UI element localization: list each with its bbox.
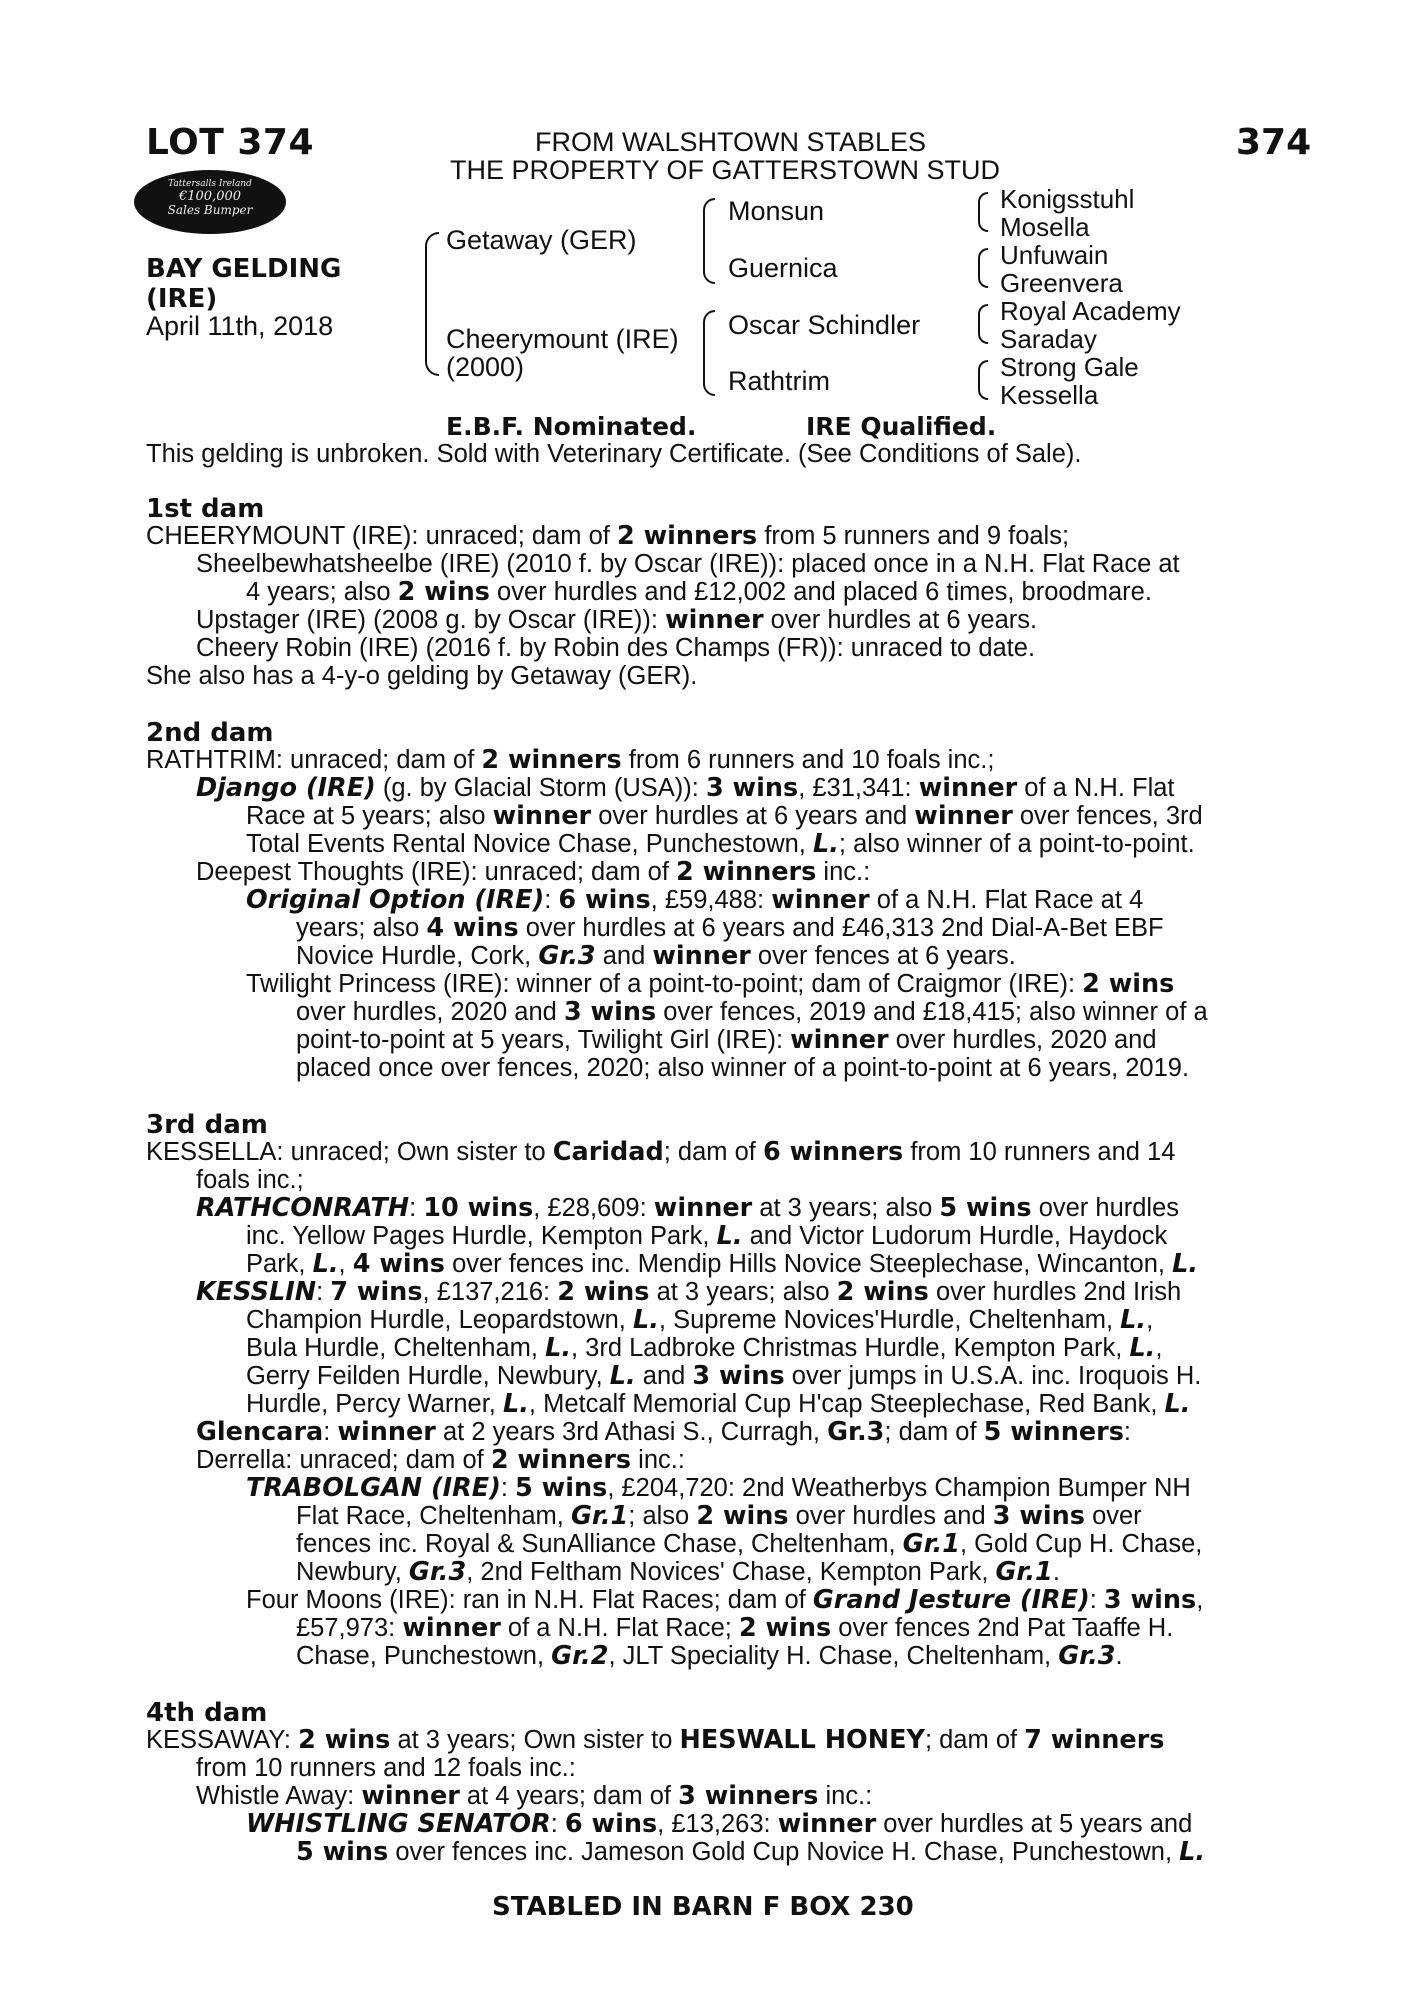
pedigree-ssd: Mosella [1000, 212, 1090, 242]
pedigree-ds: Oscar Schindler [728, 310, 921, 340]
logo-text-2: €100,000 [178, 189, 242, 204]
section-2nd-dam: 2nd dam [146, 718, 274, 748]
produce-line: over hurdles, 2020 and 3 wins over fences, 2019 and £18,415; also winner of a [296, 997, 1208, 1027]
produce-line: Twilight Princess (IRE): winner of a point-to-point; dam of Craigmor (IRE): 2 wins [246, 969, 1175, 999]
lot-number: 374 [1236, 122, 1312, 163]
vendor-line-2: THE PROPERTY OF GATTERSTOWN STUD [450, 155, 1001, 185]
dam-line: RATHTRIM: unraced; dam of 2 winners from 6 runners and 10 foals inc.; [146, 745, 995, 775]
produce-line: point-to-point at 5 years, Twilight Girl (IRE): winner over hurdles, 2020 and [296, 1025, 1157, 1055]
horse-breed: (IRE) [146, 284, 218, 314]
dam-line: KESSELLA: unraced; Own sister to Caridad; dam of 6 winners from 10 runners and 14 [146, 1137, 1176, 1167]
logo-text-1: Tattersalls Ireland [168, 179, 252, 189]
vendor-line-1: FROM WALSHTOWN STABLES [535, 127, 927, 157]
pedigree-sdd: Greenvera [1000, 268, 1123, 298]
produce-line: Derrella: unraced; dam of 2 winners inc.: [196, 1445, 685, 1475]
logo-text-3: Sales Bumper [167, 203, 253, 217]
produce-line: Hurdle, Percy Warner, L., Metcalf Memorial Cup H'cap Steeplechase, Red Bank, L. [246, 1389, 1191, 1419]
produce-line: Flat Race, Cheltenham, Gr.1; also 2 wins over hurdles and 3 wins over [296, 1501, 1142, 1531]
produce-line: Four Moons (IRE): ran in N.H. Flat Races; dam of Grand Jesture (IRE): 3 wins, [246, 1585, 1204, 1615]
sales-bumper-logo [134, 170, 286, 234]
produce-line: £57,973: winner of a N.H. Flat Race; 2 wins over fences 2nd Pat Taaffe H. [296, 1613, 1174, 1643]
produce-line: Whistle Away: winner at 4 years; dam of 3 winners inc.: [196, 1781, 873, 1811]
pedigree-dsd: Saraday [1000, 324, 1097, 354]
ebf-nominated: E.B.F. Nominated. [446, 412, 697, 441]
section-1st-dam: 1st dam [146, 494, 265, 524]
brace-dd [978, 360, 988, 400]
produce-line: Glencara: winner at 2 years 3rd Athasi S., Curragh, Gr.3; dam of 5 winners: [196, 1417, 1131, 1447]
produce-line: years; also 4 wins over hurdles at 6 years and £46,313 2nd Dial-A-Bet EBF [296, 913, 1164, 943]
produce-line: Deepest Thoughts (IRE): unraced; dam of 2 winners inc.: [196, 857, 871, 887]
produce-line: She also has a 4-y-o gelding by Getaway (GER). [146, 662, 698, 690]
lot-title: LOT 374 [146, 122, 314, 163]
produce-line: placed once over fences, 2020; also winner of a point-to-point at 6 years, 2019. [296, 1054, 1190, 1082]
produce-line: Total Events Rental Novice Chase, Punchestown, L.; also winner of a point-to-point. [246, 829, 1195, 859]
produce-line: Park, L., 4 wins over fences inc. Mendip Hills Novice Steeplechase, Wincanton, L. [246, 1249, 1199, 1279]
produce-line: Race at 5 years; also winner over hurdles at 6 years and winner over fences, 3rd [246, 801, 1203, 831]
produce-line: Newbury, Gr.3, 2nd Feltham Novices' Chase, Kempton Park, Gr.1. [296, 1557, 1060, 1587]
produce-line: from 10 runners and 12 foals inc.: [196, 1754, 576, 1782]
produce-line: Bula Hurdle, Cheltenham, L., 3rd Ladbroke Christmas Hurdle, Kempton Park, L., [246, 1333, 1163, 1363]
produce-line: Champion Hurdle, Leopardstown, L., Supreme Novices'Hurdle, Cheltenham, L., [246, 1305, 1154, 1335]
produce-line: foals inc.; [196, 1166, 304, 1194]
conditions-note: This gelding is unbroken. Sold with Veterinary Certificate. (See Conditions of Sale). [146, 440, 1082, 468]
pedigree-dam: Cheerymount (IRE) [446, 324, 679, 354]
produce-line: Django (IRE) (g. by Glacial Storm (USA)): 3 wins, £31,341: winner of a N.H. Flat [196, 773, 1175, 803]
stabling-footer: STABLED IN BARN F BOX 230 [492, 1892, 914, 1922]
brace-sd [978, 248, 988, 288]
produce-line: 5 wins over fences inc. Jameson Gold Cup Novice H. Chase, Punchestown, L. [296, 1837, 1206, 1867]
pedigree-sds: Unfuwain [1000, 240, 1109, 270]
produce-line: Original Option (IRE): 6 wins, £59,488: winner of a N.H. Flat Race at 4 [246, 885, 1144, 915]
produce-line: Upstager (IRE) (2008 g. by Oscar (IRE)): winner over hurdles at 6 years. [196, 605, 1038, 635]
ire-qualified: IRE Qualified. [806, 412, 997, 441]
brace-main [425, 232, 439, 376]
pedigree-dam-year: (2000) [446, 352, 525, 382]
produce-line: Chase, Punchestown, Gr.2, JLT Speciality H. Chase, Cheltenham, Gr.3. [296, 1641, 1123, 1671]
pedigree-dds: Strong Gale [1000, 352, 1139, 382]
produce-line: RATHCONRATH: 10 wins, £28,609: winner at 3 years; also 5 wins over hurdles [196, 1193, 1180, 1223]
produce-line: fences inc. Royal & SunAlliance Chase, Cheltenham, Gr.1, Gold Cup H. Chase, [296, 1529, 1203, 1559]
pedigree-ss: Monsun [728, 196, 825, 226]
section-3rd-dam: 3rd dam [146, 1110, 268, 1140]
pedigree-sss: Konigsstuhl [1000, 184, 1135, 214]
produce-line: Gerry Feilden Hurdle, Newbury, L. and 3 wins over jumps in U.S.A. inc. Iroquois H. [246, 1361, 1202, 1391]
pedigree-ddd: Kessella [1000, 380, 1099, 410]
horse-sex: BAY GELDING [146, 254, 342, 284]
horse-dob: April 11th, 2018 [146, 311, 334, 341]
produce-line: inc. Yellow Pages Hurdle, Kempton Park, L. and Victor Ludorum Hurdle, Haydock [246, 1221, 1168, 1251]
produce-line: Sheelbewhatsheelbe (IRE) (2010 f. by Oscar (IRE)): placed once in a N.H. Flat Race at [196, 550, 1180, 578]
dam-line: KESSAWAY: 2 wins at 3 years; Own sister to HESWALL HONEY; dam of 7 winners [146, 1725, 1165, 1755]
produce-line: 4 years; also 2 wins over hurdles and £12,002 and placed 6 times, broodmare. [246, 577, 1152, 607]
brace-ds [978, 304, 988, 344]
dam-line: CHEERYMOUNT (IRE): unraced; dam of 2 winners from 5 runners and 9 foals; [146, 521, 1070, 551]
pedigree-dss: Royal Academy [1000, 296, 1181, 326]
produce-line: Novice Hurdle, Cork, Gr.3 and winner over fences at 6 years. [296, 941, 1016, 971]
produce-line: WHISTLING SENATOR: 6 wins, £13,263: winner over hurdles at 5 years and [246, 1809, 1193, 1839]
pedigree-dd: Rathtrim [728, 366, 831, 396]
brace-dam [703, 310, 715, 396]
pedigree-sd: Guernica [728, 253, 838, 283]
brace-ss [978, 192, 988, 232]
produce-line: TRABOLGAN (IRE): 5 wins, £204,720: 2nd Weatherbys Champion Bumper NH [246, 1473, 1191, 1503]
brace-sire [703, 198, 715, 284]
produce-line: Cheery Robin (IRE) (2016 f. by Robin des Champs (FR)): unraced to date. [196, 634, 1036, 662]
produce-line: KESSLIN: 7 wins, £137,216: 2 wins at 3 years; also 2 wins over hurdles 2nd Irish [196, 1277, 1182, 1307]
section-4th-dam: 4th dam [146, 1698, 268, 1728]
pedigree-sire: Getaway (GER) [446, 225, 637, 255]
